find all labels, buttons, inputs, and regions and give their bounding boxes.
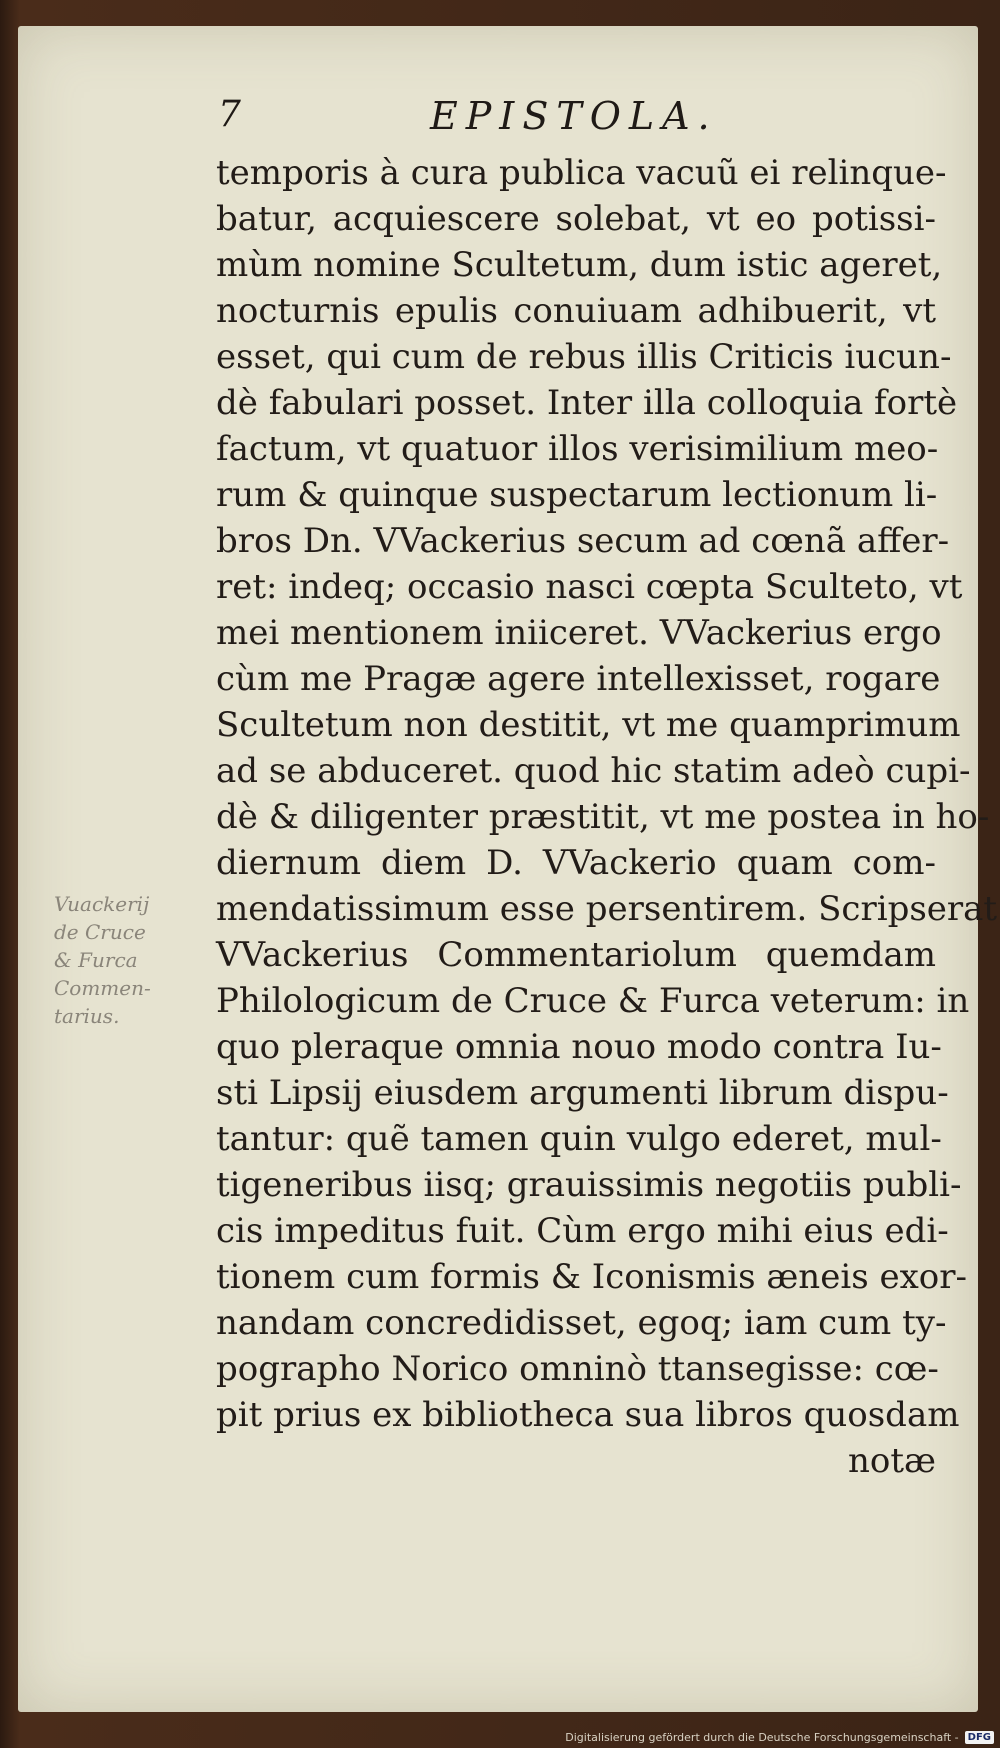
text-line: quo pleraque omnia nouo modo contra Iu- (216, 1027, 942, 1067)
text-line: VVackerius Commentariolum quemdam (216, 935, 936, 975)
text-line: mei mentionem iniiceret. VVackerius ergo (216, 613, 942, 653)
catchword: notæ (848, 1441, 936, 1481)
margin-note-line: tarius. (54, 1004, 120, 1028)
page-number: 7 (218, 94, 241, 135)
text-line: tionem cum formis & Iconismis æneis exor- (216, 1257, 967, 1297)
text-line: mendatissimum esse persentirem. Scripserat (216, 889, 998, 929)
digitization-footer (565, 1731, 994, 1744)
text-line: Philologicum de Cruce & Furca veterum: in (216, 981, 970, 1021)
text-line: ret: indeq; occasio nasci cœpta Sculteto, vt (216, 567, 963, 607)
text-line: ad se abduceret. quod hic statim adeò cupi- (216, 751, 971, 791)
margin-note-line: de Cruce (54, 920, 146, 944)
text-line: batur, acquiescere solebat, vt eo potissi- (216, 199, 936, 239)
margin-note (54, 890, 204, 1030)
margin-note-line: Commen- (54, 976, 151, 1000)
text-line: cis impeditus fuit. Cùm ergo mihi eius edi- (216, 1211, 949, 1251)
dfg-logo: DFG (965, 1731, 994, 1744)
text-line: temporis à cura publica vacuũ ei relinque- (216, 153, 947, 193)
text-line: dè fabulari posset. Inter illa colloquia fortè (216, 383, 958, 423)
text-line: factum, vt quatuor illos verisimilium meo- (216, 429, 939, 469)
text-line: sti Lipsij eiusdem argumenti librum dispu- (216, 1073, 949, 1113)
text-line: nandam concredidisset, egoq; iam cum ty- (216, 1303, 947, 1343)
text-line: pographo Norico omninò ttansegisse: cœ- (216, 1349, 939, 1389)
text-line: diernum diem D. VVackerio quam com- (216, 843, 936, 883)
text-line: Scultetum non destitit, vt me quamprimum (216, 705, 961, 745)
margin-note-line: Vuackerij (54, 892, 150, 916)
text-line: cùm me Pragæ agere intellexisset, rogare (216, 659, 941, 699)
text-line: esset, qui cum de rebus illis Criticis iucun- (216, 337, 952, 377)
footer-credit: Digitalisierung gefördert durch die Deutsche Forschungsgemeinschaft - (565, 1731, 959, 1744)
text-line: tigeneribus iisq; grauissimis negotiis publi- (216, 1165, 962, 1205)
margin-note-line: & Furca (54, 948, 138, 972)
page-header (200, 94, 760, 144)
body-text (216, 150, 998, 1484)
text-line: bros Dn. VVackerius secum ad cœnã affer- (216, 521, 950, 561)
text-line: tantur: quẽ tamen quin vulgo ederet, mul- (216, 1119, 942, 1159)
text-line: dè & diligenter præstitit, vt me postea in ho- (216, 797, 990, 837)
text-line: mùm nomine Scultetum, dum istic ageret, (216, 245, 943, 285)
text-line: nocturnis epulis conuiuam adhibuerit, vt (216, 291, 936, 331)
text-line: pit prius ex bibliotheca sua libros quosdam (216, 1395, 960, 1435)
running-title: EPISTOLA. (430, 94, 718, 138)
text-line: rum & quinque suspectarum lectionum li- (216, 475, 938, 515)
